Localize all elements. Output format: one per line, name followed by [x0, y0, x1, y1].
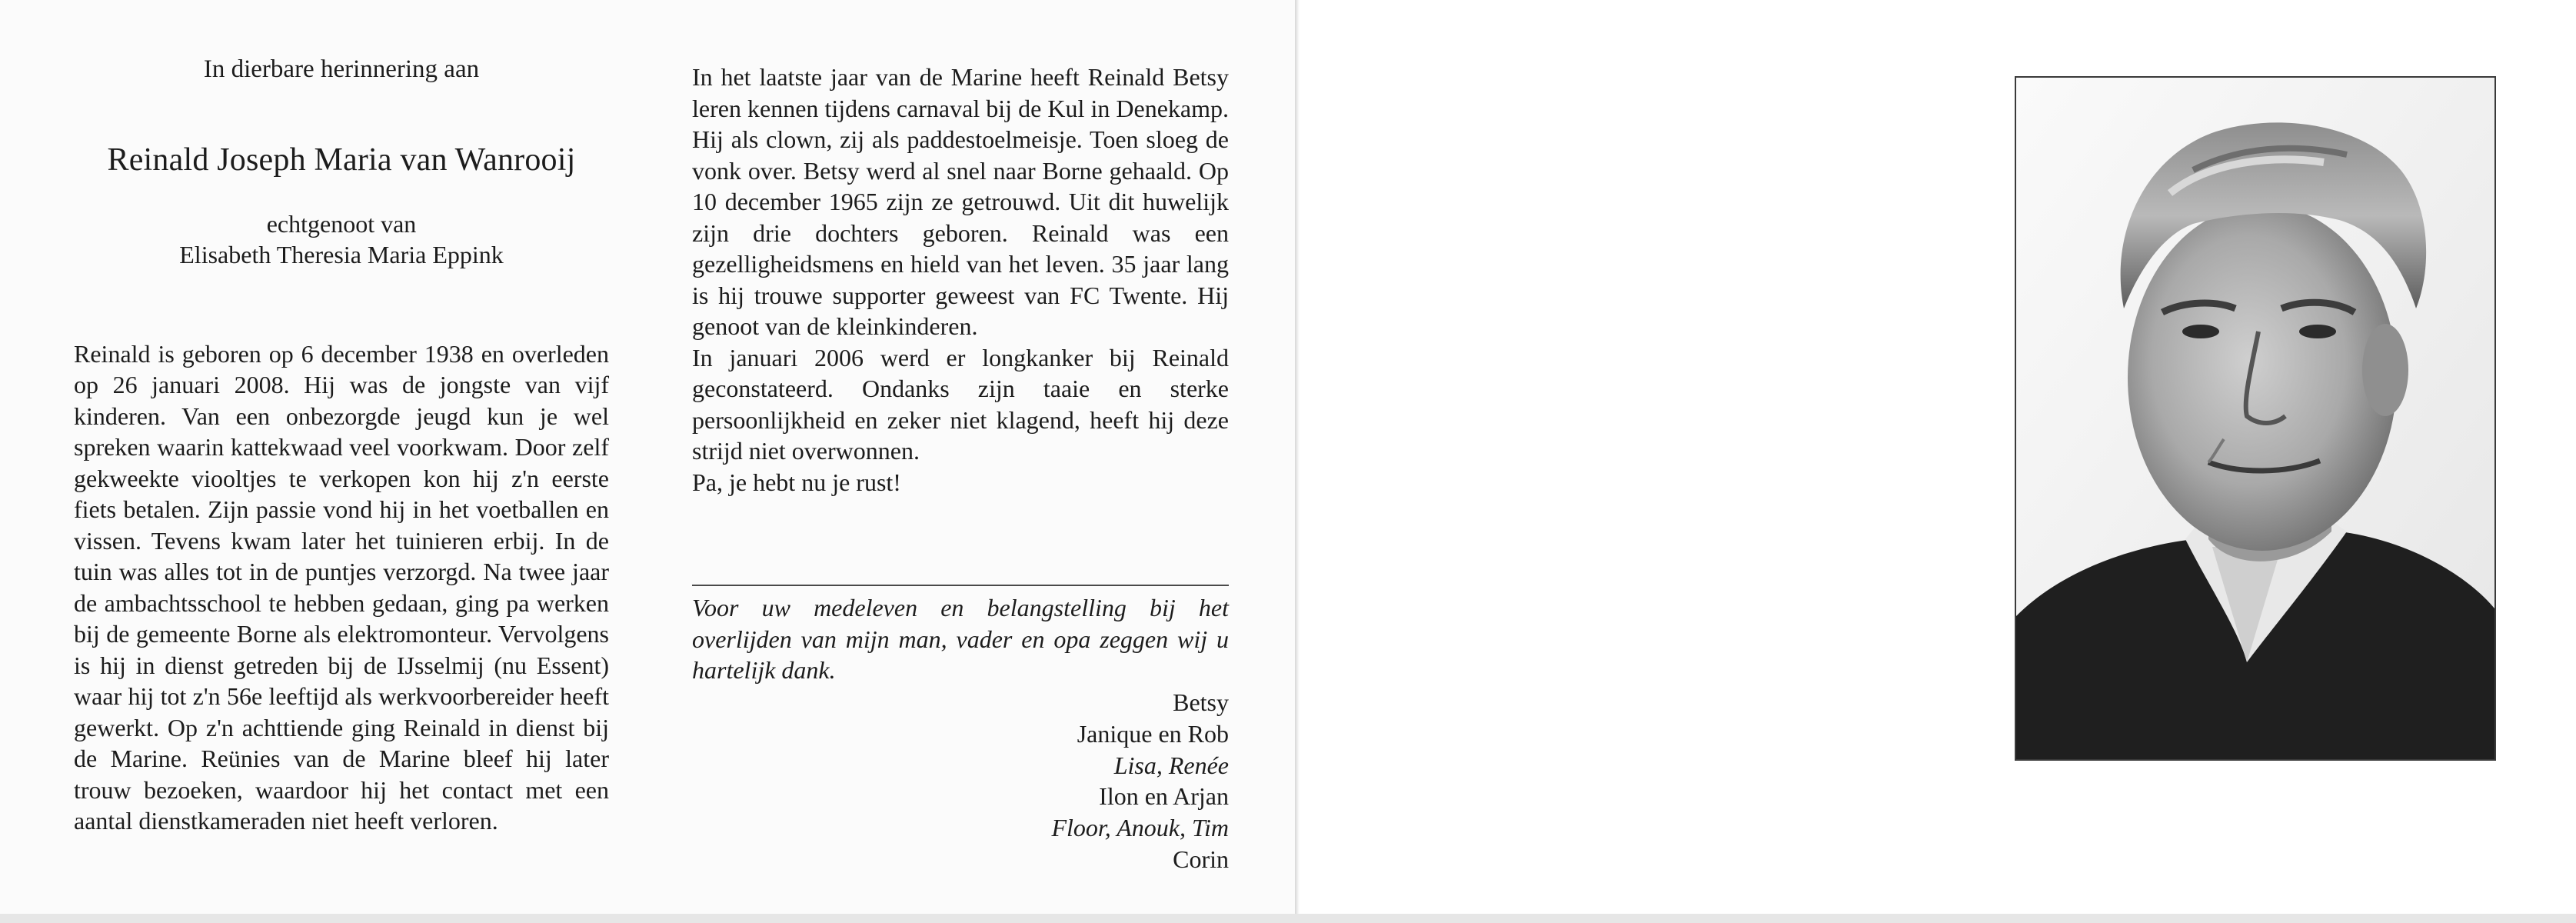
signature-line: Ilon en Arjan	[1099, 782, 1229, 811]
signature-line: Lisa, Renée	[1113, 751, 1229, 779]
signature-line: Betsy	[1173, 688, 1229, 716]
signature-line: Corin	[1173, 845, 1229, 873]
signatures-list	[692, 687, 1229, 875]
biography-text-1: Reinald is geboren op 6 december 1938 en overleden op 26 januari 2008. Hij was de jongste van vijf kinderen. Van een onbezorgde jeugd kun je wel spreken waarin kattekwaad veel voorkwam. Door zelf gekweekte viooltjes te verkopen kon hij z'n eerste fiets betalen. Zijn passie vond hij in het voetballen en vissen. Tevens kwam later het tuinieren erbij. In de tuin was alles tot in de puntjes verzorgd. Na twee jaar de ambachtsschool te hebben gedaan, ging pa werken bij de gemeente Borne als elektromonteur. Vervolgens is hij in dienst getreden bij de IJsselmij (nu Essent) waar hij tot z'n 56e leeftijd als werkvoorbereider heeft gewerkt. Op z'n achttiende ging Reinald in dienst bij de Marine. Reünies van de Marine bleef hij later trouw bezoeken, waardoor hij het contact met een aantal dienstkameraden niet heeft verloren.	[74, 339, 609, 835]
left-column	[74, 54, 609, 837]
portrait-illustration	[2016, 78, 2494, 759]
thanks-text: Voor uw medeleven en belangstelling bij het overlijden van mijn man, vader en opa zeggen wij u hartelijk dank.	[692, 594, 1229, 684]
right-column	[692, 62, 1229, 498]
divider-line	[692, 585, 1229, 586]
biography-text-3: In januari 2006 werd er longkanker bij Reinald geconstateerd. Ondanks zijn taaie en sterke persoonlijkheid en zeker niet klagend, heeft hij deze strijd niet overwonnen.	[692, 343, 1229, 465]
spouse-name: Elisabeth Theresia Maria Eppink	[179, 241, 504, 268]
signature-line: Janique en Rob	[1077, 719, 1229, 748]
signature-line: Floor, Anouk, Tim	[1051, 814, 1229, 842]
portrait-photo	[2015, 76, 2496, 761]
biography-text-2: In het laatste jaar van de Marine heeft Reinald Betsy leren kennen tijdens carnaval bij de Kul in Denekamp. Hij als clown, zij als paddestoelmeisje. Toen sloeg de vonk over. Betsy werd al snel naar Borne gehaald. Op 10 december 1965 zijn ze getrouwd. Uit dit huwelijk zijn drie dochters geboren. Reinald was een gezelligheidsmens en hield van het leven. 35 jaar lang is hij trouwe supporter geweest van FC Twente. Hij genoot van de kleinkinderen.	[692, 63, 1229, 340]
spouse-label: echtgenoot van	[266, 209, 417, 238]
card-bottom-edge	[0, 914, 2576, 923]
closing-line: Pa, je hebt nu je rust!	[692, 468, 901, 496]
card-heading: In dierbare herinnering aan	[203, 55, 480, 83]
deceased-name: Reinald Joseph Maria van Wanrooij	[107, 142, 576, 178]
